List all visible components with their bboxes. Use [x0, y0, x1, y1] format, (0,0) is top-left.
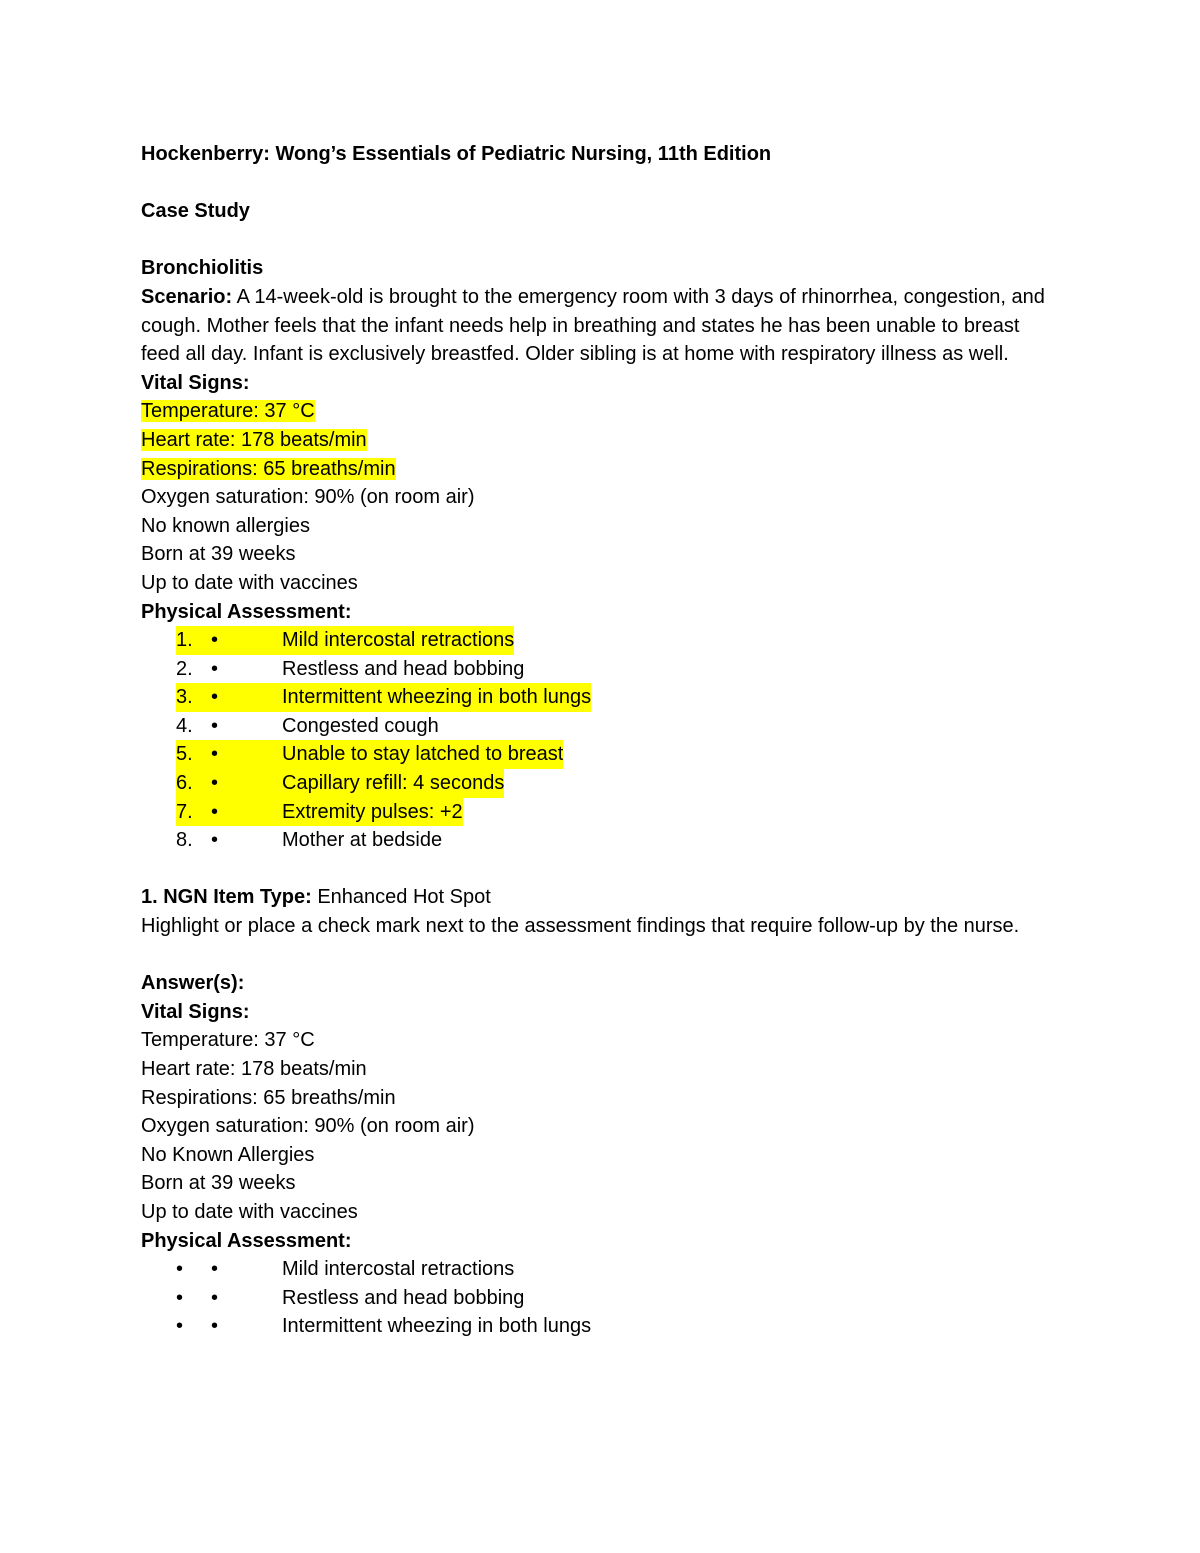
list-item-text: Unable to stay latched to breast [282, 740, 563, 769]
vital-allergies: No known allergies [141, 514, 310, 537]
answer-vital-born: Born at 39 weeks [141, 1172, 296, 1195]
list-number: 3. [176, 683, 211, 712]
list-item [141, 740, 1061, 769]
question-label: 1. NGN Item Type: [141, 886, 312, 909]
bullet: • [211, 626, 282, 655]
list-item-text: Congested cough [282, 714, 439, 737]
document-title: Hockenberry: Wong’s Essentials of Pediatric Nursing, 11th Edition [141, 143, 772, 165]
list-item-text: Restless and head bobbing [282, 657, 525, 680]
vital-vaccines: Up to date with vaccines [141, 571, 358, 594]
list-number: 5. [176, 740, 211, 769]
bullet: • [211, 657, 219, 680]
answers-heading: Answer(s): [141, 972, 245, 995]
list-item-text: Capillary refill: 4 seconds [282, 769, 504, 798]
scenario-label: Scenario: [141, 285, 233, 308]
answer-vital-allergies: No Known Allergies [141, 1143, 315, 1166]
bullet: • [211, 829, 219, 852]
list-item [141, 1312, 1061, 1341]
vital-oxygen: Oxygen saturation: 90% (on room air) [141, 486, 475, 509]
scenario-text: A 14-week-old is brought to the emergency room with 3 days of rhinorrhea, congestion, and cough. Mother feels that the infant needs help in breathing and states he has been unable to breast feed all day. Infant is exclusively breastfed. Older sibling is at home with respiratory illness as well. [141, 285, 1045, 366]
answer-vital-heart-rate: Heart rate: 178 beats/min [141, 1058, 367, 1080]
question-type-line [141, 883, 1061, 912]
answer-vital-temperature: Temperature: 37 °C [141, 1029, 315, 1052]
list-number: 4. [176, 714, 193, 737]
physical-heading: Physical Assessment: [141, 600, 352, 623]
list-item [141, 1284, 1061, 1313]
bullet: • [211, 683, 282, 712]
list-number: 8. [176, 829, 193, 852]
vital-born: Born at 39 weeks [141, 543, 296, 566]
list-item-text: Intermittent wheezing in both lungs [282, 1315, 592, 1338]
topic-heading: Bronchiolitis [141, 257, 264, 280]
answers-physical-heading: Physical Assessment: [141, 1229, 352, 1252]
list-item [141, 826, 1061, 855]
list-item [141, 769, 1061, 798]
list-item-text: Mild intercostal retractions [282, 626, 514, 655]
bullet: • [211, 1315, 219, 1338]
list-item [141, 626, 1061, 655]
answer-vital-respirations: Respirations: 65 breaths/min [141, 1086, 396, 1109]
question-instruction: Highlight or place a check mark next to the assessment findings that require follow-up by the nurse. [141, 915, 1020, 938]
list-item [141, 655, 1061, 684]
bullet: • [211, 1286, 219, 1309]
list-number: 1. [176, 626, 211, 655]
list-item-text: Restless and head bobbing [282, 1286, 525, 1309]
document-type: Case Study [141, 200, 250, 223]
bullet: • [176, 1258, 184, 1281]
list-item-text: Mother at bedside [282, 829, 443, 852]
bullet: • [211, 740, 282, 769]
answer-vital-oxygen: Oxygen saturation: 90% (on room air) [141, 1115, 475, 1138]
document-page [141, 140, 1061, 1341]
bullet: • [176, 1315, 184, 1338]
list-item [141, 798, 1061, 827]
vitals-heading: Vital Signs: [141, 371, 250, 394]
bullet: • [211, 769, 282, 798]
bullet: • [176, 1286, 184, 1309]
answers-vitals-heading: Vital Signs: [141, 1000, 250, 1023]
scenario-paragraph [141, 283, 1061, 369]
list-item-text: Intermittent wheezing in both lungs [282, 683, 591, 712]
list-number: 2. [176, 657, 193, 680]
list-item-text: Mild intercostal retractions [282, 1258, 515, 1281]
vital-temperature: Temperature: 37 °C [141, 400, 315, 423]
bullet: • [211, 714, 219, 737]
list-number: 6. [176, 769, 211, 798]
list-item [141, 683, 1061, 712]
vital-heart-rate: Heart rate: 178 beats/min [141, 428, 367, 451]
bullet: • [211, 1258, 219, 1281]
list-item [141, 1255, 1061, 1284]
list-item [141, 712, 1061, 741]
bullet: • [211, 798, 282, 827]
list-number: 7. [176, 798, 211, 827]
question-type: Enhanced Hot Spot [311, 886, 491, 909]
answer-vital-vaccines: Up to date with vaccines [141, 1200, 358, 1223]
vital-respirations: Respirations: 65 breaths/min [141, 457, 396, 480]
list-item-text: Extremity pulses: +2 [282, 798, 463, 827]
